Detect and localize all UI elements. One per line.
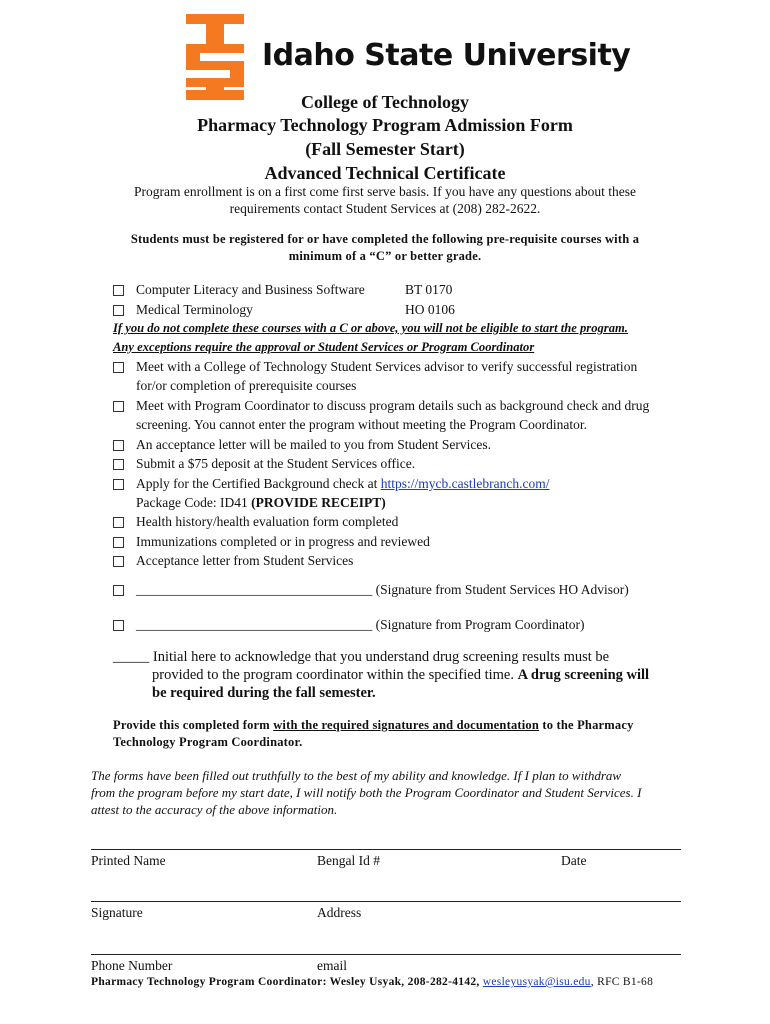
package-code-line: [136, 493, 386, 512]
checklist-item-8: Acceptance letter from Student Services: [136, 553, 354, 568]
castlebranch-link[interactable]: https://mycb.castlebranch.com/: [380, 476, 550, 491]
course-checkbox-2[interactable]: [113, 305, 124, 316]
provide-receipt: (PROVIDE RECEIPT): [251, 495, 386, 510]
checklist-item-7: Immunizations completed or in progress and reviewed: [136, 534, 430, 549]
course-checkbox-1[interactable]: [113, 285, 124, 296]
acknowledge-text-1: Initial here to acknowledge that you understand drug screening results must be: [149, 649, 610, 665]
checklist-checkbox-8[interactable]: [113, 556, 124, 567]
field-rule-2: [91, 901, 681, 902]
signature-blank-2: ___________________________________: [136, 617, 373, 632]
provide-required-docs: with the required signatures and documentation: [273, 718, 540, 732]
initial-blank[interactable]: _____: [113, 649, 150, 665]
drug-screening-notice-2: be required during the fall semester.: [152, 685, 376, 701]
attest-line-3: attest to the accuracy of the above information.: [91, 802, 338, 817]
provide-line-1: [113, 717, 634, 734]
initial-acknowledge-line-2: [152, 666, 649, 684]
phone-field[interactable]: Phone Number: [91, 958, 173, 973]
checklist-checkbox-4[interactable]: [113, 459, 124, 470]
advisor-signature-label: (Signature from Student Services HO Advisor): [372, 582, 629, 597]
checklist-item-3: An acceptance letter will be mailed to you from Student Services.: [136, 437, 492, 452]
semester-title: (Fall Semester Start): [305, 139, 465, 159]
field-rule-3: [91, 954, 681, 955]
checklist-checkbox-2[interactable]: [113, 401, 124, 412]
signature-field[interactable]: Signature: [91, 905, 143, 920]
signature-checkbox-1[interactable]: [113, 585, 124, 596]
signature-blank-1: ___________________________________: [136, 582, 373, 597]
provide-line-2: Technology Program Coordinator.: [113, 735, 303, 749]
office-location: , RFC B1-68: [590, 976, 654, 988]
signature-checkbox-2[interactable]: [113, 620, 124, 631]
checklist-item-2-line-1: Meet with Program Coordinator to discuss program details such as background check and drug: [136, 398, 650, 413]
provide-text-3: to the Pharmacy: [539, 718, 634, 732]
prereq-warning: If you do not complete these courses with a C or above, you will not be eligible to start the program.: [113, 321, 628, 335]
course-code-2: HO 0106: [405, 302, 455, 317]
attest-line-2: from the program before my start date, I will notify both the Program Coordinator and Student Services. I: [91, 785, 642, 800]
attest-line-1: The forms have been filled out truthfully to the best of my ability and knowledge. If I plan to withdraw: [91, 768, 622, 783]
checklist-checkbox-6[interactable]: [113, 517, 124, 528]
intro-line-1: Program enrollment is on a first come first serve basis. If you have any questions about these: [133, 184, 636, 199]
field-rule-1: [91, 849, 681, 850]
prereq-heading-1: Students must be registered for or have completed the following pre-requisite courses with a: [130, 232, 640, 246]
drug-screening-notice: A drug screening will: [517, 667, 650, 683]
course-code-1: BT 0170: [405, 282, 453, 297]
checklist-item-2-line-2: screening. You cannot enter the program without meeting the Program Coordinator.: [136, 417, 588, 432]
college-title: College of Technology: [300, 92, 469, 112]
form-title: Pharmacy Technology Program Admission Form: [197, 115, 573, 135]
bengal-id-field[interactable]: Bengal Id #: [317, 853, 380, 868]
checklist-item-4: Submit a $75 deposit at the Student Services office.: [136, 456, 416, 471]
provide-text-1: Provide this completed form: [113, 718, 274, 732]
checklist-checkbox-7[interactable]: [113, 537, 124, 548]
checklist-checkbox-1[interactable]: [113, 362, 124, 373]
coordinator-signature-label: (Signature from Program Coordinator): [372, 617, 585, 632]
date-field[interactable]: Date: [561, 853, 587, 868]
email-field[interactable]: email: [317, 958, 347, 973]
coordinator-signature-line[interactable]: [136, 615, 584, 634]
checklist-item-1-line-2: for/or completion of prerequisite courses: [136, 378, 357, 393]
checklist-item-5: [136, 474, 550, 493]
footer-coordinator: [91, 976, 653, 988]
coordinator-email-link[interactable]: wesleyusyak@isu.edu: [482, 976, 591, 988]
acknowledge-text-2: provided to the program coordinator within the specified time.: [152, 667, 518, 683]
prereq-exception: Any exceptions require the approval or Student Services or Program Coordinator: [113, 340, 535, 354]
course-name-2: Medical Terminology: [136, 302, 253, 317]
initial-acknowledge-line-1: [113, 648, 609, 666]
intro-line-2: requirements contact Student Services at (208) 282-2622.: [229, 201, 541, 216]
checklist-item-6: Health history/health evaluation form completed: [136, 514, 399, 529]
checklist-checkbox-3[interactable]: [113, 440, 124, 451]
prereq-heading-2: minimum of a “C” or better grade.: [288, 249, 482, 263]
advisor-signature-line[interactable]: [136, 580, 629, 599]
coordinator-info: Pharmacy Technology Program Coordinator: Wesley Usyak, 208-282-4142,: [91, 976, 483, 988]
package-code: Package Code: ID41: [136, 495, 252, 510]
printed-name-field[interactable]: Printed Name: [91, 853, 166, 868]
background-check-text: Apply for the Certified Background check at: [136, 476, 381, 491]
address-field[interactable]: Address: [317, 905, 362, 920]
course-name-1: Computer Literacy and Business Software: [136, 282, 365, 297]
university-wordmark: Idaho State University: [262, 38, 631, 73]
checklist-item-1-line-1: Meet with a College of Technology Student Services advisor to verify successful registration: [136, 359, 638, 374]
checklist-checkbox-5[interactable]: [113, 479, 124, 490]
certificate-title: Advanced Technical Certificate: [264, 163, 506, 183]
